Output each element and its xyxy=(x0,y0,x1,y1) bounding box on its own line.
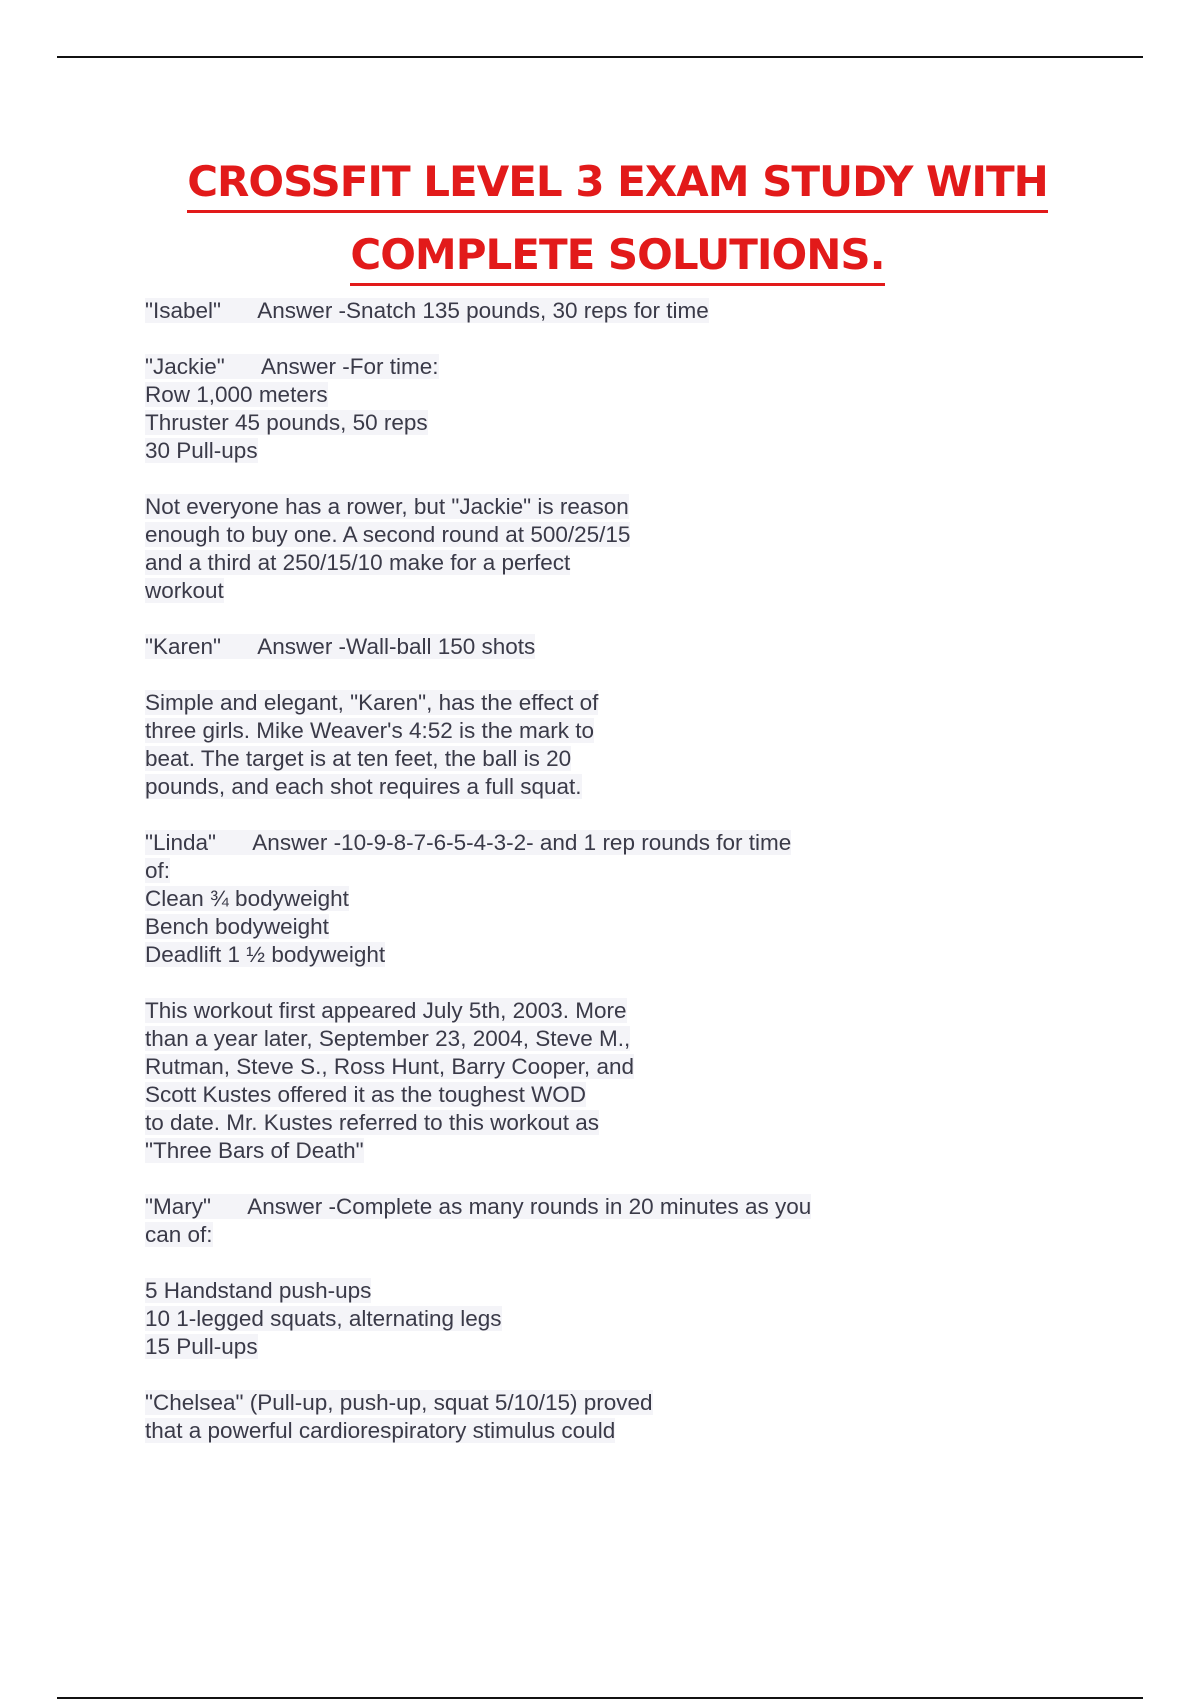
text-line xyxy=(145,1389,885,1417)
text-line xyxy=(145,1137,885,1165)
text-line-content: three girls. Mike Weaver's 4:52 is the mark to xyxy=(145,718,595,743)
text-line xyxy=(145,1221,885,1249)
text-line-content: of: xyxy=(145,858,171,883)
text-line-content: enough to buy one. A second round at 500/25/15 xyxy=(145,522,631,547)
text-line-content: Not everyone has a rower, but "Jackie" is reason xyxy=(145,494,629,519)
text-line-content: Rutman, Steve S., Ross Hunt, Barry Cooper, and xyxy=(145,1054,634,1079)
text-line-content: can of: xyxy=(145,1222,213,1247)
text-line xyxy=(145,437,885,465)
text-line xyxy=(145,297,885,325)
text-line xyxy=(145,381,885,409)
text-line-content: "Isabel" Answer -Snatch 135 pounds, 30 reps for time xyxy=(145,298,709,323)
text-line-content: "Chelsea" (Pull-up, push-up, squat 5/10/15) proved xyxy=(145,1390,653,1415)
text-line-content: 30 Pull-ups xyxy=(145,438,258,463)
text-block xyxy=(145,1193,885,1249)
text-line xyxy=(145,1053,885,1081)
text-line-content: "Three Bars of Death" xyxy=(145,1138,364,1163)
text-line-content: 10 1-legged squats, alternating legs xyxy=(145,1306,502,1331)
text-line-content: Simple and elegant, "Karen", has the effect of xyxy=(145,690,599,715)
text-block xyxy=(145,633,885,661)
text-line xyxy=(145,633,885,661)
text-block xyxy=(145,1277,885,1361)
text-line xyxy=(145,717,885,745)
text-block xyxy=(145,997,885,1165)
text-block xyxy=(145,493,885,605)
text-line-content: "Jackie" Answer -For time: xyxy=(145,354,439,379)
text-line-content: Scott Kustes offered it as the toughest WOD xyxy=(145,1082,587,1107)
text-line-content: This workout first appeared July 5th, 2003. More xyxy=(145,998,627,1023)
text-line-content: 5 Handstand push-ups xyxy=(145,1278,372,1303)
text-line xyxy=(145,689,885,717)
text-line xyxy=(145,577,885,605)
text-line xyxy=(145,1417,885,1445)
text-block xyxy=(145,829,885,969)
text-line xyxy=(145,997,885,1025)
text-line-content: that a powerful cardiorespiratory stimulus could xyxy=(145,1418,616,1443)
text-line xyxy=(145,409,885,437)
text-line-content: pounds, and each shot requires a full squat. xyxy=(145,774,582,799)
text-block xyxy=(145,353,885,465)
text-line xyxy=(145,773,885,801)
text-line xyxy=(145,857,885,885)
text-line-content: Clean ¾ bodyweight xyxy=(145,886,349,911)
text-line xyxy=(145,745,885,773)
text-line xyxy=(145,521,885,549)
text-line-content: to date. Mr. Kustes referred to this workout as xyxy=(145,1110,599,1135)
text-line xyxy=(145,913,885,941)
text-line-content: "Karen" Answer -Wall-ball 150 shots xyxy=(145,634,536,659)
text-line-content: "Mary" Answer -Complete as many rounds in 20 minutes as you xyxy=(145,1194,812,1219)
document-title xyxy=(0,148,1200,294)
text-line-content: Row 1,000 meters xyxy=(145,382,328,407)
text-line xyxy=(145,1081,885,1109)
text-block xyxy=(145,297,885,325)
text-line-content: Bench bodyweight xyxy=(145,914,329,939)
text-line-content: workout xyxy=(145,578,224,603)
text-line xyxy=(145,1025,885,1053)
title-line-1: CROSSFIT LEVEL 3 EXAM STUDY WITH xyxy=(187,154,1048,213)
text-line xyxy=(145,1109,885,1137)
text-line xyxy=(145,549,885,577)
text-block xyxy=(145,1389,885,1445)
title-line-2: COMPLETE SOLUTIONS. xyxy=(350,227,884,286)
text-line xyxy=(145,829,885,857)
text-line-content: beat. The target is at ten feet, the ball is 20 xyxy=(145,746,572,771)
text-line xyxy=(145,1277,885,1305)
text-line-content: Deadlift 1 ½ bodyweight xyxy=(145,942,386,967)
top-rule xyxy=(57,56,1143,58)
text-line xyxy=(145,1305,885,1333)
text-line xyxy=(145,1193,885,1221)
text-line xyxy=(145,941,885,969)
bottom-rule xyxy=(57,1697,1143,1699)
text-block xyxy=(145,689,885,801)
text-line-content: than a year later, September 23, 2004, Steve M., xyxy=(145,1026,631,1051)
text-line-content: and a third at 250/15/10 make for a perfect xyxy=(145,550,571,575)
text-line-content: Thruster 45 pounds, 50 reps xyxy=(145,410,428,435)
text-line xyxy=(145,1333,885,1361)
text-line xyxy=(145,493,885,521)
text-line-content: "Linda" Answer -10-9-8-7-6-5-4-3-2- and 1 rep rounds for time xyxy=(145,830,792,855)
document-body xyxy=(145,297,885,1473)
text-line-content: 15 Pull-ups xyxy=(145,1334,258,1359)
text-line xyxy=(145,885,885,913)
text-line xyxy=(145,353,885,381)
